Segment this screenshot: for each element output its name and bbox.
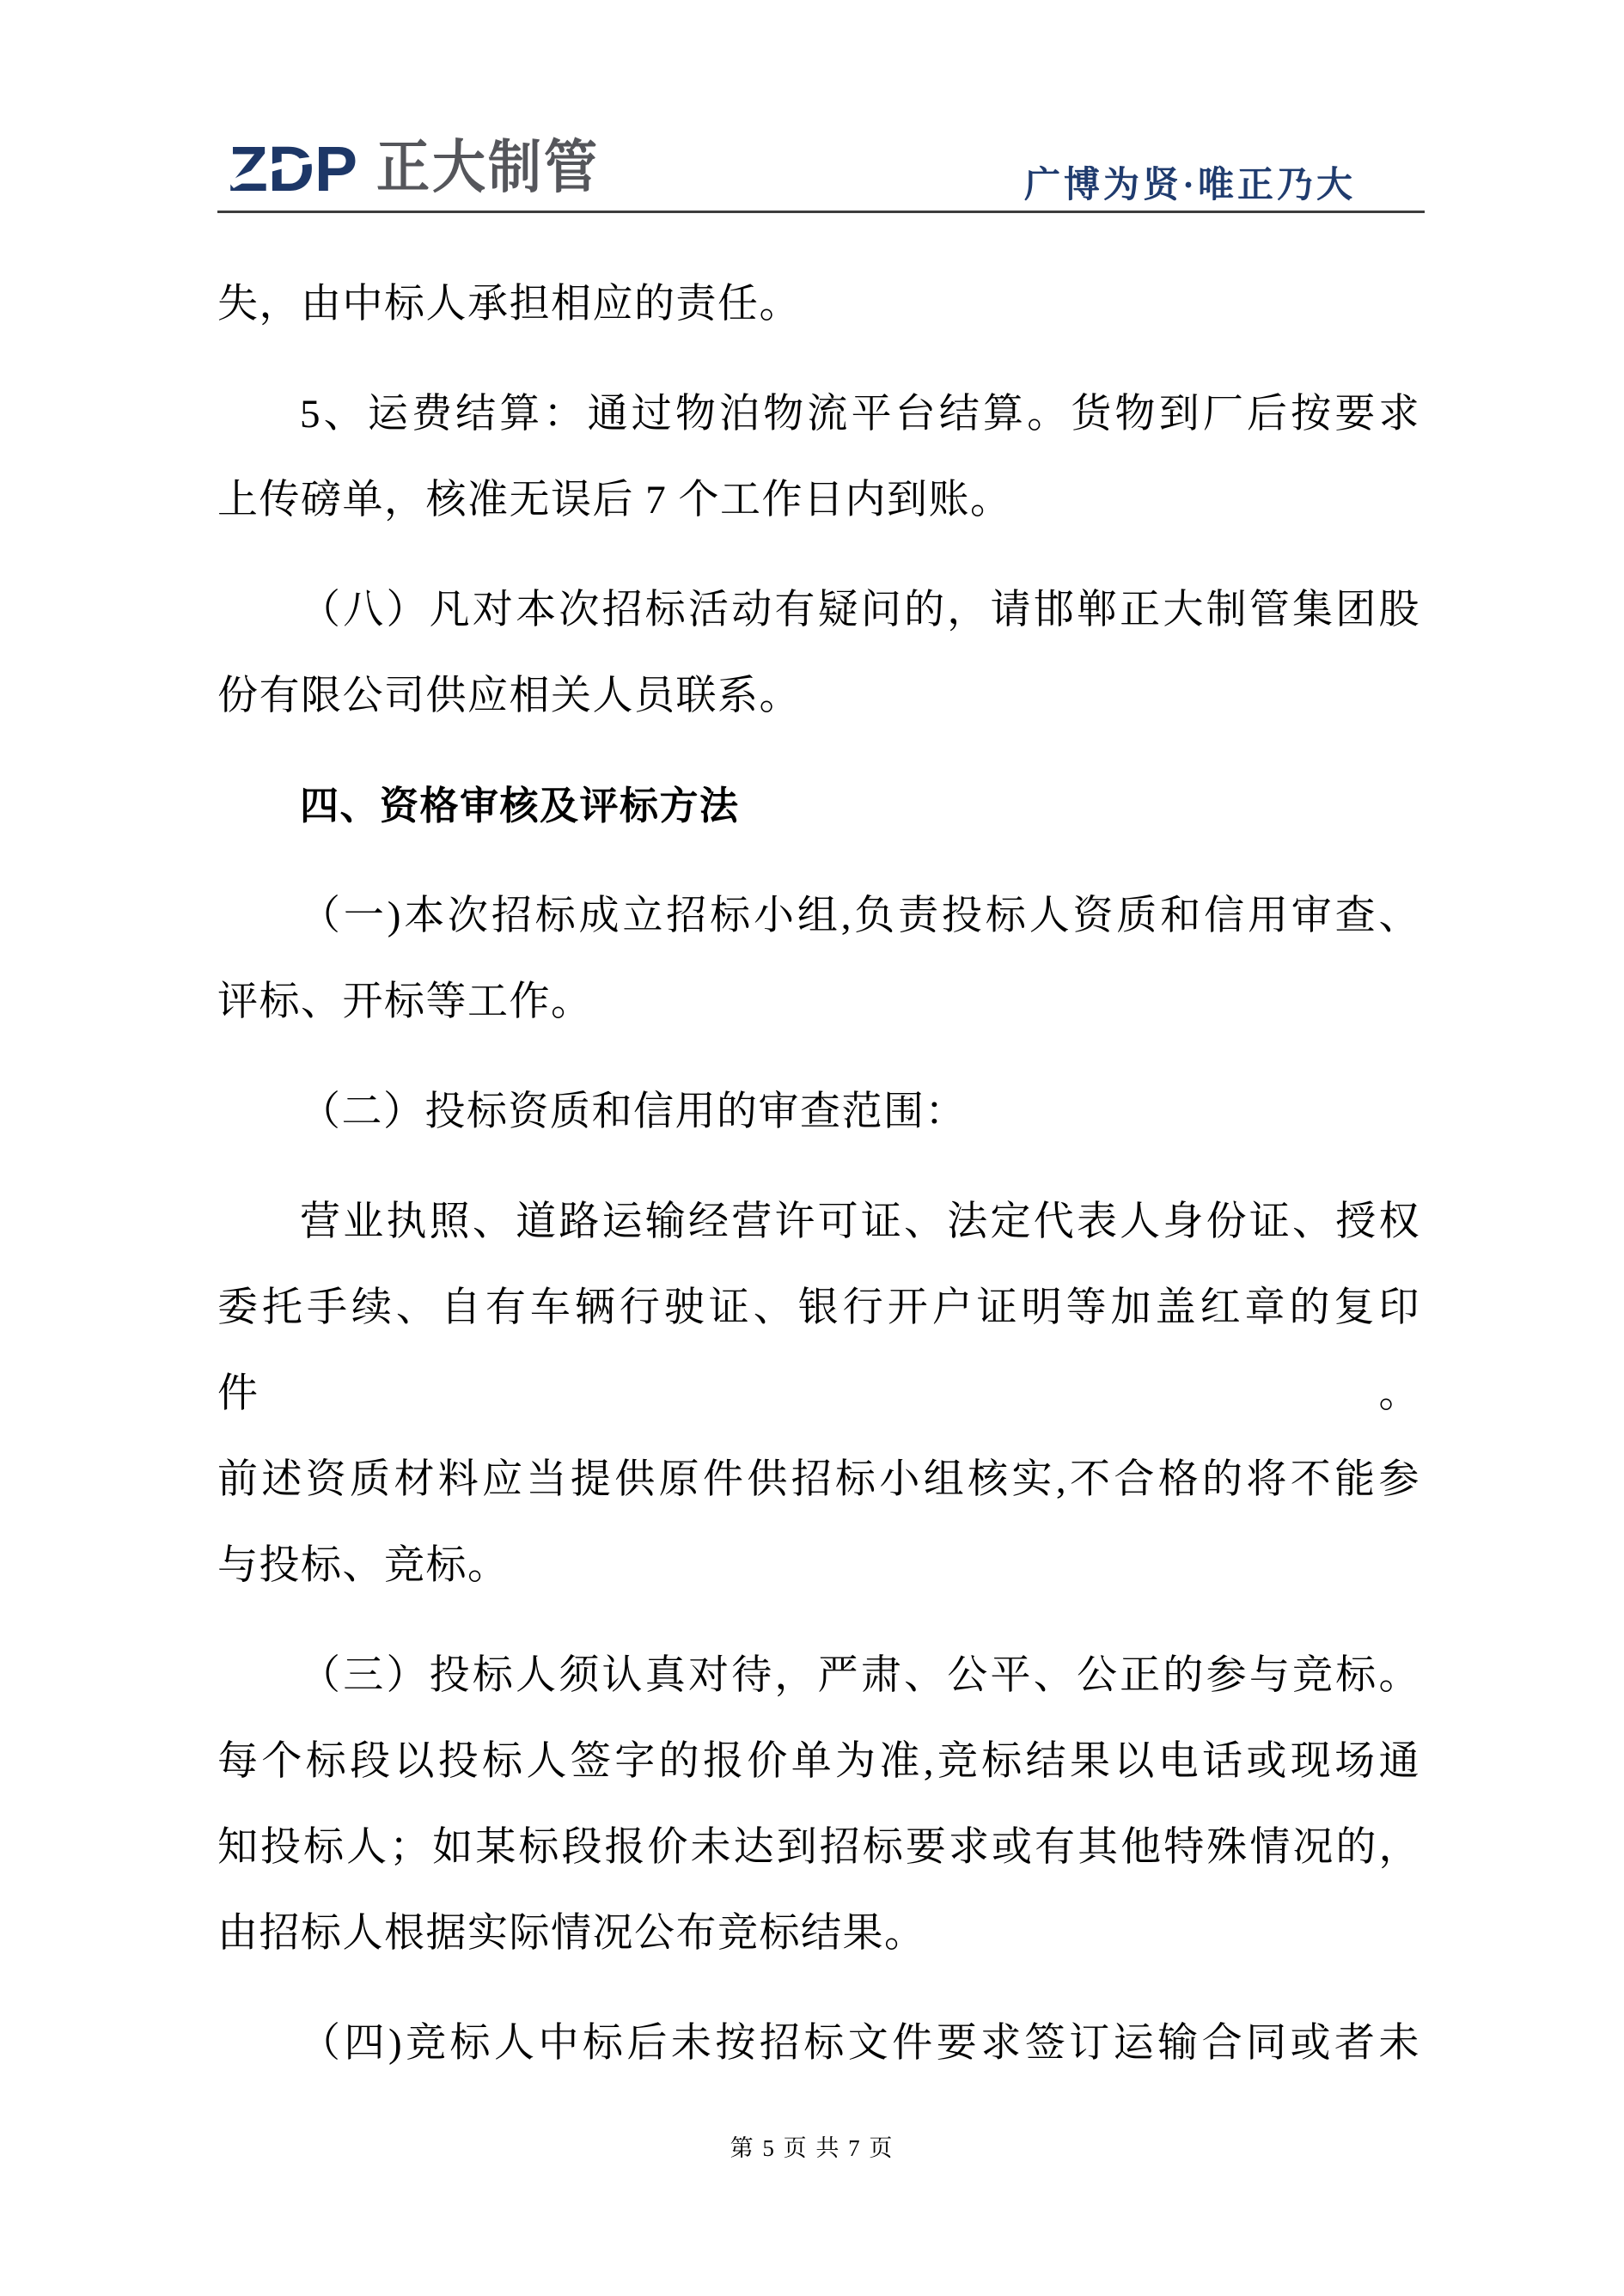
body-line: （二）投标资质和信用的审查范围： [300,1090,967,1134]
logo-company-name: 正大制管 [376,136,601,200]
page-number: 第 5 页 共 7 页 [730,2135,894,2161]
body-line: 5、运费结算：通过物泊物流平台结算。货物到厂后按要求 [300,392,1420,437]
body-line: （一)本次招标成立招标小组,负责投标人资质和信用审查、 [300,894,1420,938]
company-slogan: 广博为贤·唯正乃大 [1024,166,1357,205]
company-logo [229,136,600,201]
body-line: 失，由中标人承担相应的责任。 [217,282,801,327]
header-divider [217,211,1425,213]
zdp-logo-icon [229,136,359,201]
body-line: 份有限公司供应相关人员联系。 [217,674,801,718]
body-line: （四)竞标人中标后未按招标文件要求签订运输合同或者未 [300,2021,1420,2066]
body-line: 与投标、竞标。 [217,1543,510,1588]
body-line: （三）投标人须认真对待，严肃、公平、公正的参与竞标。 [300,1653,1420,1698]
body-line: 委托手续、自有车辆行驶证、银行开户证明等加盖红章的复印件。 [217,1285,1420,1416]
body-line: 知投标人；如某标段报价未达到招标要求或有其他特殊情况的， [217,1825,1420,1870]
body-line: 评标、开标等工作。 [217,980,593,1024]
body-line: 前述资质材料应当提供原件供招标小组核实,不合格的将不能参 [217,1457,1420,1502]
body-line: 上传磅单，核准无误后 7 个工作日内到账。 [217,478,1012,522]
body-line: 由招标人根据实际情况公布竞标结果。 [217,1911,926,1956]
body-line: （八）凡对本次招标活动有疑问的，请邯郸正大制管集团股 [300,588,1420,632]
body-line: 每个标段以投标人签字的报价单为准,竞标结果以电话或现场通 [217,1739,1420,1784]
body-line: 营业执照、道路运输经营许可证、法定代表人身份证、授权 [300,1200,1420,1244]
section-heading: 四、资格审核及评标方法 [300,785,740,827]
zdp-logo-text: ZDP [229,136,357,201]
document-body [217,261,1420,2086]
